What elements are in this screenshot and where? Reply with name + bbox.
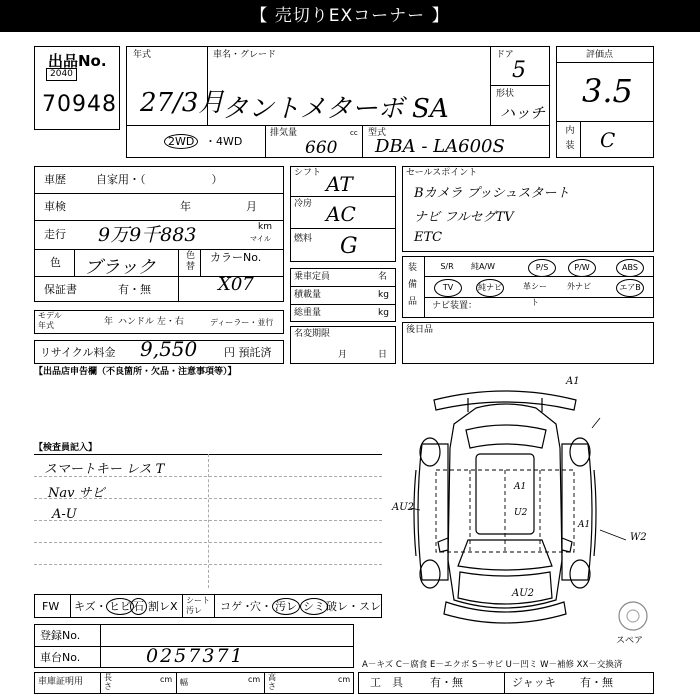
inspection-label: 車検 [44,200,66,213]
car-name-label: 車名・グレード [213,50,277,60]
color-no-value: X07 [218,274,254,295]
model-value: DBA - LA600S [375,136,505,157]
ac-label: 冷房 [294,199,313,209]
defect-burn: コゲ・ [220,600,253,613]
score-value: 3.5 [582,72,633,110]
mileage-value: 9万9千883 [98,224,197,246]
cert-width-unit: cm [248,675,261,684]
color-value: ブラック [84,257,156,278]
warranty-value: 有・無 [118,283,151,296]
defect-stone: 石 [130,598,147,615]
recycle-unit: 円 預託済 [224,346,272,359]
fuel-label: 燃料 [294,234,313,244]
equip-ps: P/S [528,259,556,277]
inspector-label: 【検査員記入】 [34,443,98,453]
equip-airbag: エアB [616,279,644,297]
chassis-label: 車台No. [40,651,81,664]
mileage-unit-km: km [258,222,272,232]
equip-sr: S/R [440,262,454,271]
repaint-label: 色替 [186,251,196,272]
inspector-note-1: スマートキー レス T [44,462,165,477]
tools-value: 有・無 [430,676,463,689]
defect-dirt: 汚レ [272,598,300,615]
mark-rear: A1 [566,376,580,387]
sales-points-label: セールスポイント [406,168,478,178]
shift-value: AT [326,172,353,196]
capacity-unit: 名 [378,272,388,282]
sales-point-1: Bカメラ プッシュスタート [414,186,570,201]
equip-tv: TV [434,279,462,297]
defect-tear: 破レ・スレ [326,600,381,613]
recycle-label: リサイクル料金 [40,346,116,359]
capacity-label: 乗車定員 [294,272,331,282]
shift-label: シフト [294,168,322,178]
name-change-month: 月 [338,350,348,360]
garage-cert-label: 車庫証明用 [38,677,84,687]
inspector-note-2: Nav サビ [48,486,105,501]
defect-hole: 穴・ [250,600,272,613]
equip-leather: 革シート [523,282,547,307]
displacement-label: 排気量 [270,128,298,138]
defect-break: 割レ [148,600,170,613]
model-year-handle: ハンドル 左・右 [118,317,184,327]
mark-right: W2 [630,532,647,543]
mileage-unit-mile: マイル [250,235,271,243]
inspector-note-3: A-U [52,507,77,522]
gross-label: 総重量 [294,308,322,318]
model-year-year: 年 [104,317,114,327]
equip-alloy: 純A/W [470,262,496,271]
lot-label: 出品No. [48,52,107,70]
equip-abs: ABS [616,259,644,277]
score-label: 評価点 [586,50,614,60]
fuel-value: G [340,234,358,259]
door-value: 5 [512,58,526,83]
year-label: 年式 [133,50,152,60]
defect-fw: FW [42,600,60,613]
warranty-label: 保証書 [44,283,77,296]
model-year-label: モデル年式 [38,311,62,330]
load-label: 積載量 [294,290,322,300]
model-year-dealer: ディーラー・並行 [210,318,274,327]
load-unit: kg [378,290,389,300]
defect-x: X [170,600,178,613]
seller-notes-label: 【出品店申告欄（不良箇所・欠品・注意事項等）】 [34,367,237,377]
interior-value: C [600,128,616,152]
color-label: 色 [50,256,61,269]
registration-label: 登録No. [40,629,81,642]
door-label: ドア [496,50,514,60]
gross-unit: kg [378,308,389,318]
mark-front: AU2 [512,588,535,599]
displacement-unit: cc [350,129,358,137]
lot-small-number: 2040 [46,68,77,81]
drive-4wd: ・4WD [205,135,243,148]
sales-point-3: ETC [414,230,443,245]
jack-value: 有・無 [580,676,613,689]
equip-ext-navi: 外ナビ [567,282,591,291]
name-change-day: 日 [378,350,388,360]
defect-seat-label: シート汚レ [186,596,210,615]
mark-roof: A1 [514,482,527,492]
body-shape-value: ハッチ [500,104,546,122]
sales-point-2: ナビ フルセグTV [414,210,514,225]
mileage-label: 走行 [44,228,66,241]
defect-stain: シミ [300,598,328,615]
defect-scratch: キズ・ [74,600,107,613]
equip-pw: P/W [568,259,596,277]
equip-genuine-navi: 純ナビ [476,279,504,297]
model-label: 型式 [368,128,387,138]
car-name-value: タントメターボ SA [222,94,449,124]
later-items-label: 後日品 [406,325,434,335]
interior-label: 内装 [565,126,575,151]
equipment-label: 装備品 [408,263,418,307]
recycle-value: 9,550 [140,337,198,361]
cert-length-unit: cm [160,675,173,684]
year-value: 27/3月 [140,88,225,118]
displacement-value: 660 [305,138,338,158]
page-header: 【 売切りEXコーナー 】 [0,0,700,32]
tools-label: 工 具 [370,676,403,689]
body-shape-label: 形状 [496,89,515,99]
cert-length: 長さ [104,673,112,691]
chassis-value: 0257371 [146,645,245,667]
defect-crack: ヒビ [106,598,134,615]
mark-roof-2: U2 [514,508,528,518]
history-value: 自家用・（ ） [96,173,223,186]
lot-number: 70948 [42,92,117,117]
drive-2wd: 2WD [164,134,198,149]
mark-side-right: A1 [578,520,591,530]
ac-value: AC [326,202,356,226]
spare-label: スペア [616,636,644,646]
jack-label: ジャッキ [512,676,556,689]
cert-height: 高さ [268,673,276,691]
legend-text: A－キズ C－腐食 E－エクボ S－サビ U－凹ミ W－補修 XX－交換済 [362,660,623,670]
name-change-label: 名変期限 [294,329,331,339]
cert-width: 幅 [180,678,188,687]
cert-height-unit: cm [338,675,351,684]
history-label: 車歴 [44,173,66,186]
inspection-month: 月 [246,200,257,213]
nav-device-label: ナビ装置： [432,301,478,311]
inspection-year: 年 [180,200,191,213]
color-no-label: カラーNo. [210,251,262,264]
mark-left: AU2 [392,502,415,513]
